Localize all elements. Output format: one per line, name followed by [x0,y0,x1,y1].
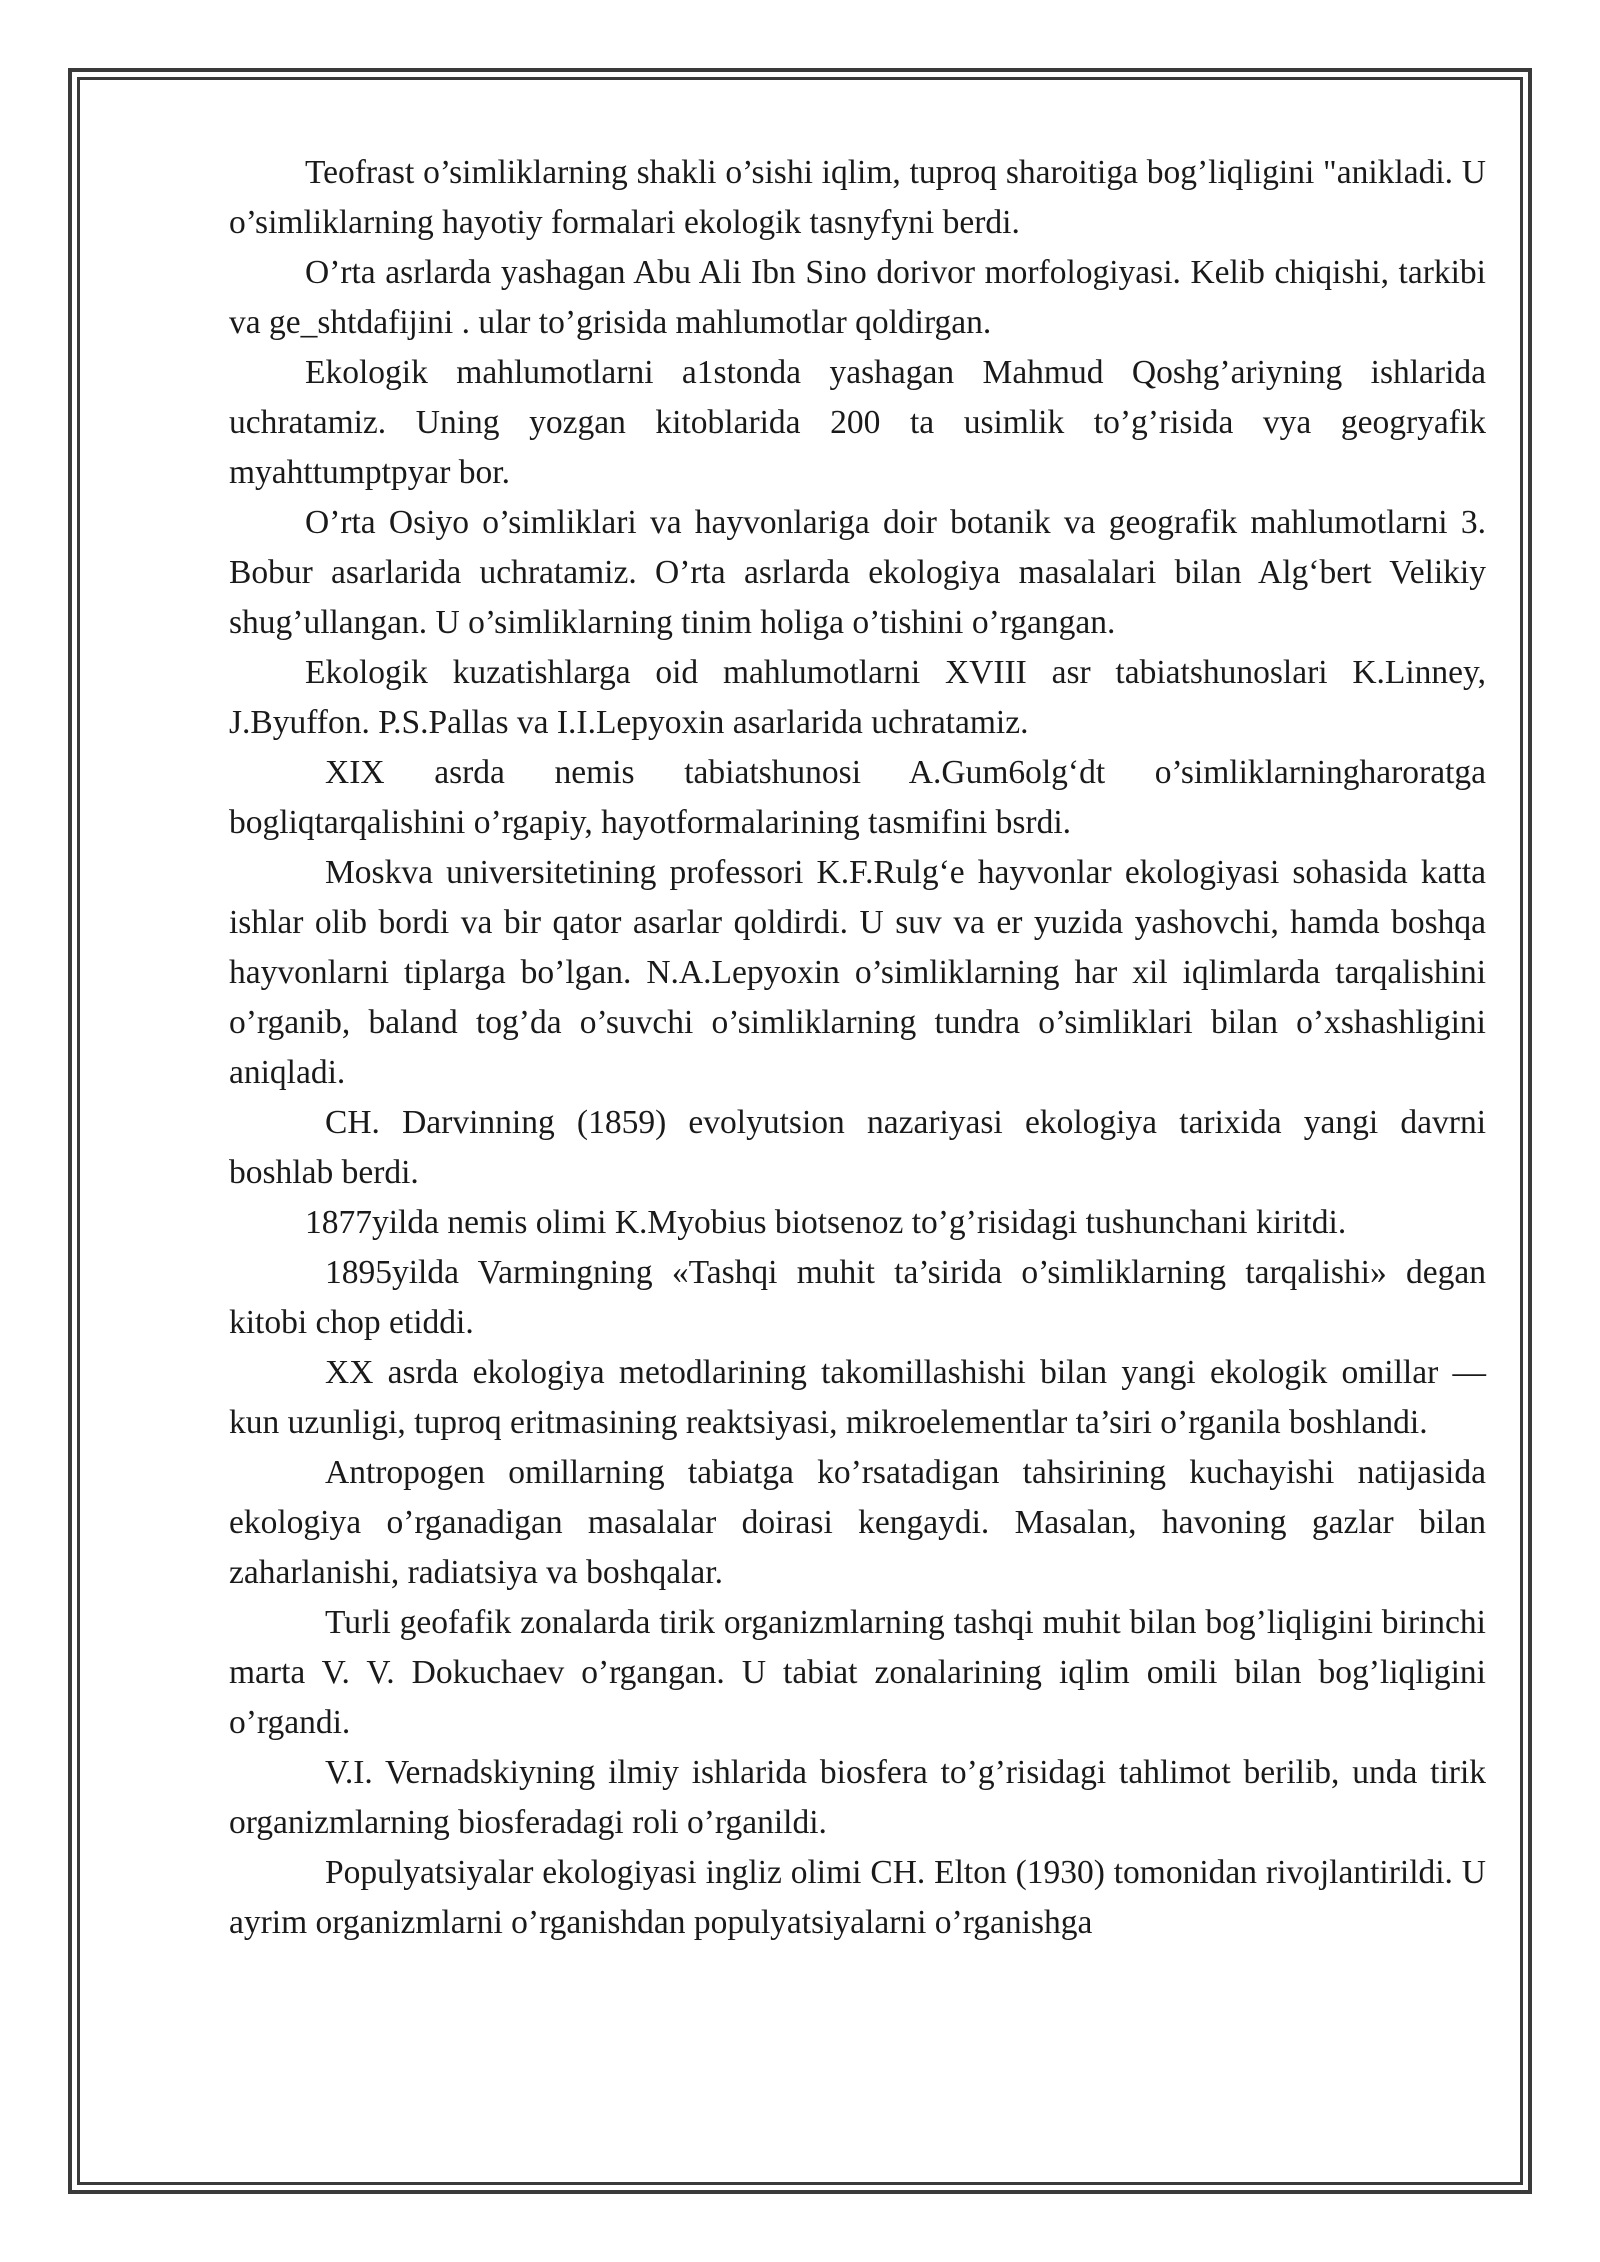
paragraph-elton: Populyatsiyalar ekologiyasi ingliz olimi CH. Elton (1930) tomonidan rivojlantirildi. U ayrim organizmlarni o’rganishdan populyatsiyalarni o’rganishga [229,1854,1486,1941]
paragraph-xviii-century: Ekologik kuzatishlarga oid mahlumotlarni XVIII asr tabiatshunoslari K.Linney, J.Byuffon. P.S.Pallas va I.I.Lepyoxin asarlarida uchratamiz. [229,654,1486,741]
paragraph-rulye: Moskva universitetining professori K.F.Rulg‘e hayvonlar ekologiyasi sohasida katta ishlar olib bordi va bir qator asarlar qoldirdi. U suv va er yuzida yashovchi, hamda boshqa hayvonlarni tiplarga bo’lgan. N.A.Lepyoxin o’simliklarning har xil iqlimlarda tarqalishini o’rganib, baland tog’da o’suvchi o’simliklarning tundra o’simliklari bilan o’xshashligini aniqladi. [229,854,1486,1091]
paragraph-myobius: 1877yilda nemis olimi K.Myobius biotsenoz to’g’risidagi tushunchani kiritdi. [305,1204,1347,1241]
paragraph-qoshgariy: Ekologik mahlumotlarni a1stonda yashagan Mahmud Qoshg’ariyning ishlarida uchratamiz. Uning yozgan kitoblarida 200 ta usimlik to’g’risida vya geogryafik myahttumptpyar bor. [229,354,1486,491]
paragraph-antropogen: Antropogen omillarning tabiatga ko’rsatadigan tahsirining kuchayishi natijasida ekologiya o’rganadigan masalalar doirasi kengaydi. Masalan, havoning gazlar bilan zaharlanishi, radiatsiya va boshqalar. [229,1454,1486,1591]
paragraph-dokuchaev: Turli geofafik zonalarda tirik organizmlarning tashqi muhit bilan bog’liqligini birinchi marta V. V. Dokuchaev o’rgangan. U tabiat zonalarining iqlim omili bilan bog’liqligini o’rgandi. [229,1604,1486,1741]
paragraph-teofrast: Teofrast o’simliklarning shakli o’sishi iqlim, tuproq sharoitiga bog’liqligini "anikladi. U o’simliklarning hayotiy formalari ekologik tasnyfyni berdi. [229,154,1486,241]
paragraph-darwin: CH. Darvinning (1859) evolyutsion nazariyasi ekologiya tarixida yangi davrni boshlab berdi. [229,1104,1486,1191]
paragraph-bobur: O’rta Osiyo o’simliklari va hayvonlariga doir botanik va geografik mahlumotlarni 3. Bobur asarlarida uchratamiz. O’rta asrlarda ekologiya masalalari bilan Alg‘bert Velikiy shug’ullangan. U o’simliklarning tinim holiga o’tishini o’rgangan. [229,504,1486,641]
paragraph-xx-century: XX asrda ekologiya metodlarining takomillashishi bilan yangi ekologik omillar — kun uzunligi, tuproq eritmasining reaktsiyasi, mikroelementlar ta’siri o’rganila boshlandi. [229,1354,1486,1441]
paragraph-gumboldt: XIX asrda nemis tabiatshunosi A.Gum6olg‘dt o’simliklarningharoratga bogliqtarqalishini o’rgapiy, hayotformalarining tasmifini bsrdi. [229,754,1486,841]
paragraph-ibn-sino: O’rta asrlarda yashagan Abu Ali Ibn Sino dorivor morfologiyasi. Kelib chiqishi, tarkibi va ge_shtdafijini . ular to’grisida mahlumotlar qoldirgan. [229,254,1486,341]
paragraph-vernadskiy: V.I. Vernadskiyning ilmiy ishlarida biosfera to’g’risidagi tahlimot berilib, unda tirik organizmlarning biosferadagi roli o’rganildi. [229,1754,1486,1841]
document-body [229,148,1486,1948]
paragraph-varming: 1895yilda Varmingning «Tashqi muhit ta’sirida o’simliklarning tarqalishi» degan kitobi chop etiddi. [229,1254,1486,1341]
